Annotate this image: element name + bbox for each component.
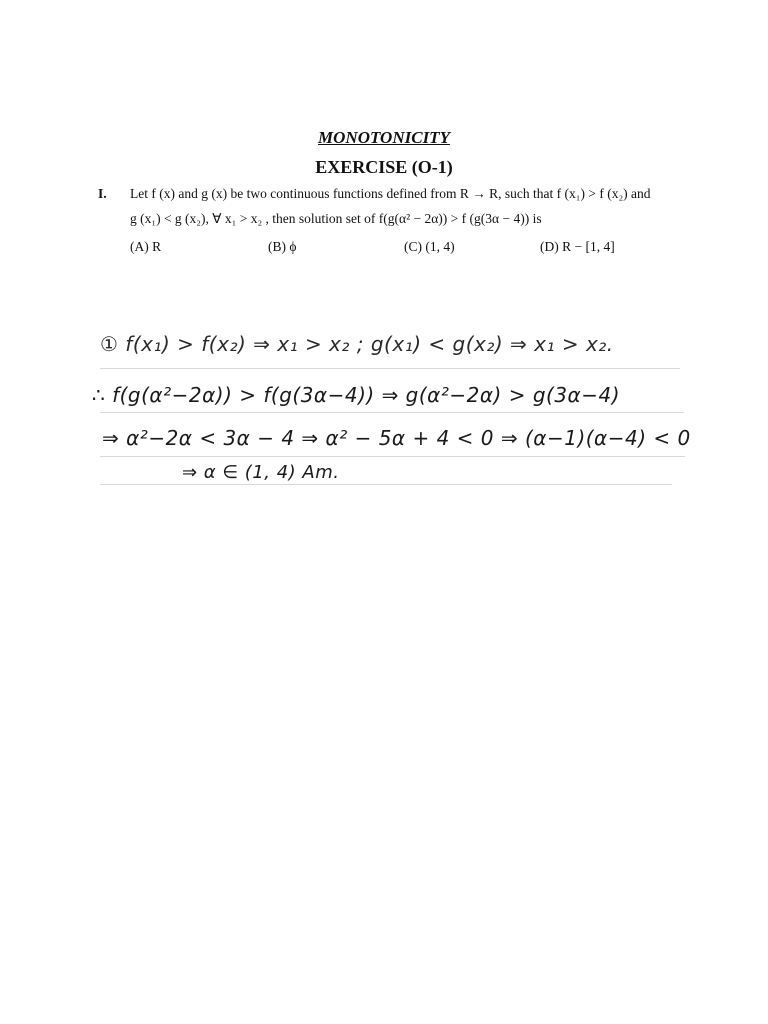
solution-line-1: ① f(x₁) > f(x₂) ⇒ x₁ > x₂ ; g(x₁) < g(x₂) ⇒ x₁ > x₂. xyxy=(100,332,614,356)
question-line-1: Let f (x) and g (x) be two continuous functions defined from R → R, such that f (x₁) > f (x₂) and xyxy=(130,186,651,201)
question-number: I. xyxy=(98,186,107,201)
option-b: (B) ϕ xyxy=(268,239,297,254)
ruled-line xyxy=(100,412,684,413)
ruled-line xyxy=(100,368,680,369)
topic-heading: MONOTONICITY xyxy=(318,128,450,147)
option-a: (A) R xyxy=(130,239,162,254)
solution-line-3: ⇒ α²−2α < 3α − 4 ⇒ α² − 5α + 4 < 0 ⇒ (α−1)(α−4) < 0 xyxy=(102,426,691,450)
solution-line-2: ∴ f(g(α²−2α)) > f(g(3α−4)) ⇒ g(α²−2α) > g(3α−4) xyxy=(92,383,621,407)
question-line-2: g (x₁) < g (x₂), ∀ x₁ > x₂ , then solution set of f(g(α² − 2α)) > f (g(3α − 4)) is xyxy=(130,211,542,226)
option-d: (D) R − [1, 4] xyxy=(540,239,615,254)
ruled-line xyxy=(100,456,685,457)
option-c: (C) (1, 4) xyxy=(404,239,455,254)
solution-line-4: ⇒ α ∈ (1, 4) Am. xyxy=(182,462,340,483)
ruled-line xyxy=(100,484,672,485)
exercise-heading: EXERCISE (O-1) xyxy=(315,157,453,177)
